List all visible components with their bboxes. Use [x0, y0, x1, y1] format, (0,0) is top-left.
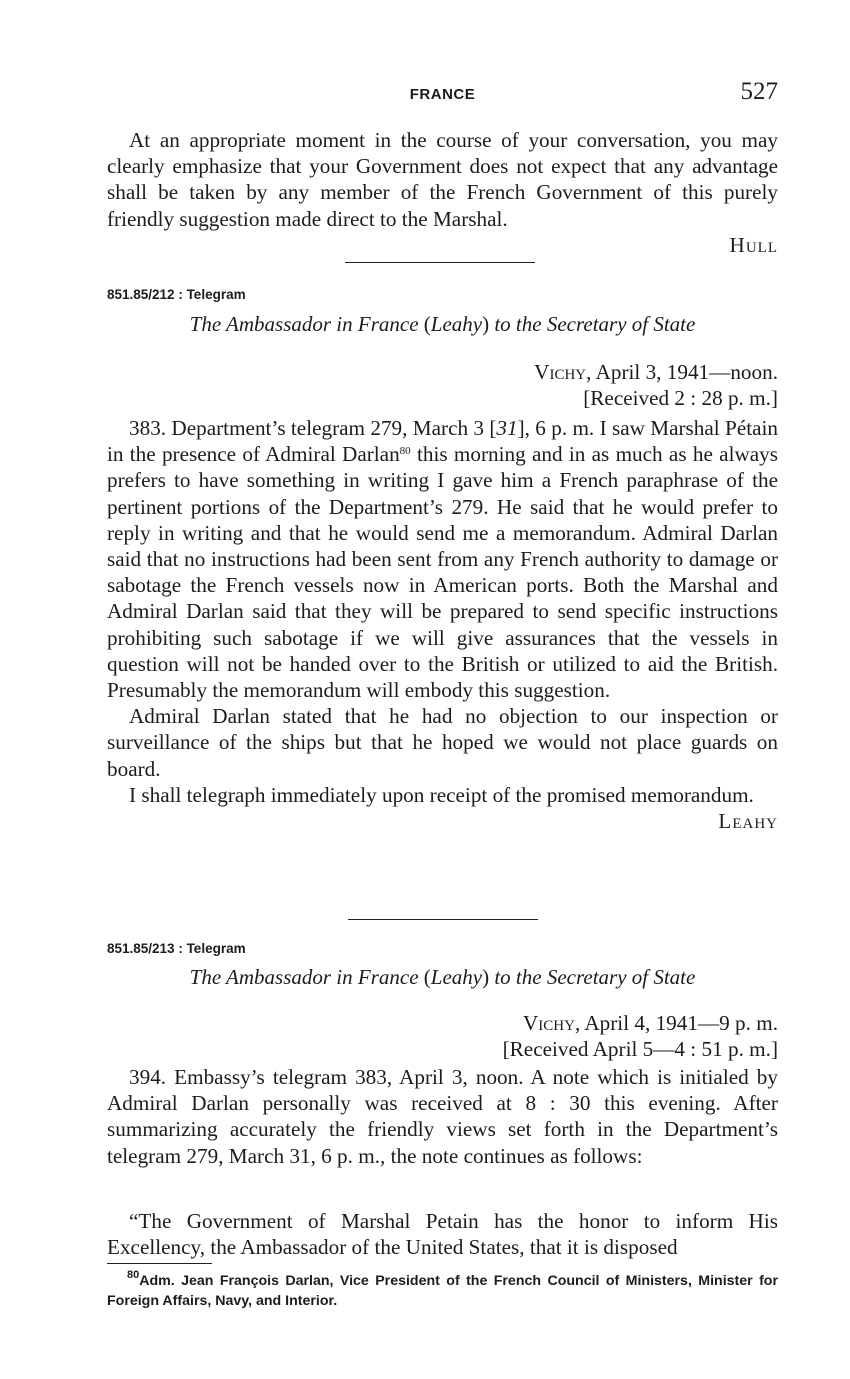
doc1-paragraph-1	[107, 415, 778, 703]
doc1-title-part2: to the Secretary of State	[494, 312, 696, 336]
signature-hull: Hull	[729, 232, 778, 257]
footnote-number: 80	[127, 1269, 140, 1281]
doc2-quote-paragraph: “The Government of Marshal Petain has the honor to inform His Excellency, the Ambassador of the United States, that it is disposed	[107, 1209, 778, 1260]
doc1-date-place: Vichy	[534, 360, 587, 384]
footnote-80	[107, 1271, 778, 1311]
doc2-received: [Received April 5—4 : 51 p. m.]	[502, 1037, 778, 1062]
doc2-quote	[107, 1208, 778, 1260]
doc1-file-number: 851.85/212 : Telegram	[107, 287, 246, 302]
doc2-dateline	[503, 1010, 778, 1062]
signature-leahy: Leahy	[718, 809, 778, 834]
doc1-title-part1: The Ambassador in France	[189, 312, 419, 336]
doc1-paragraph-3: I shall telegraph immediately upon receipt of the promised memorandum.	[129, 782, 754, 807]
doc2-date-rest: , April 4, 1941—9 p. m.	[574, 1011, 778, 1035]
doc1-received: [Received 2 : 28 p. m.]	[583, 386, 778, 411]
doc1-title-paren-open: (	[418, 312, 431, 336]
page-number: 527	[740, 78, 778, 105]
doc2-title-name: Leahy	[430, 965, 483, 989]
doc1-dateline	[534, 359, 778, 411]
intro-paragraph: At an appropriate moment in the course of your conversation, you may clearly emphasize that your Government does not expect that any advantage shall be taken by any member of the French Government of this purely friendly suggestion made direct to the Marshal.	[107, 128, 778, 231]
doc1-p1-end: this morning and in as much as he always prefers to have something in writing I gave him a French paraphrase of the pertinent portions of the Department’s 279. He said that he would prefer to reply in writing and that he would send me a memorandum. Admiral Darlan said that no instructions had been sent from any French authority to damage or sabotage the French vessels now in American ports. Both the Marshal and Admiral Darlan said that they will be prepared to send specific instructions prohibiting such sabotage if we will give assurances that the vessels in question will not be handed over to the British or utilized to aid the British. Presumably the memorandum will embody this suggestion.	[107, 442, 778, 703]
doc1-title-paren-close: )	[482, 312, 495, 336]
footnote-rule	[107, 1263, 212, 1264]
running-title: FRANCE	[409, 86, 476, 103]
footnote-ref-80: 80	[399, 445, 411, 458]
doc2-title-paren-close: )	[482, 965, 495, 989]
doc2-paragraph-1: 394. Embassy’s telegram 383, April 3, noon. A note which is initialed by Admiral Darlan personally was received at 8 : 30 this evening. After summarizing accurately the friendly views set forth in the Department’s telegram 279, March 31, 6 p. m., the note continues as follows:	[107, 1065, 778, 1168]
doc2-title-paren-open: (	[418, 965, 431, 989]
doc2-file-number: 851.85/213 : Telegram	[107, 941, 246, 956]
intro-section	[107, 127, 778, 258]
doc1-paragraph-2: Admiral Darlan stated that he had no objection to our inspection or surveillance of the ships but that he hoped we would not place guards on board.	[107, 704, 778, 781]
doc1-title	[107, 312, 778, 337]
doc2-title	[107, 965, 778, 990]
doc2-date-place: Vichy	[522, 1011, 575, 1035]
doc1-p1-italic: 31	[496, 416, 518, 440]
footnote-text: Adm. Jean François Darlan, Vice President of the French Council of Ministers, Minister for Foreign Affairs, Navy, and Interior.	[107, 1273, 778, 1309]
section-divider	[348, 919, 538, 920]
doc1-title-name: Leahy	[430, 312, 483, 336]
doc1-p1-start: 383. Department’s telegram 279, March 3 [	[129, 416, 497, 440]
doc1-p1-mid: ], 6 p. m. I saw Marshal Pétain in the presence of Admiral Darlan	[107, 416, 778, 467]
doc1-body	[107, 415, 778, 834]
doc2-title-part1: The Ambassador in France	[189, 965, 419, 989]
page-header	[107, 78, 778, 108]
section-divider	[345, 262, 535, 263]
doc1-date-rest: , April 3, 1941—noon.	[586, 360, 778, 384]
doc2-title-part2: to the Secretary of State	[494, 965, 696, 989]
doc2-body	[107, 1064, 778, 1169]
